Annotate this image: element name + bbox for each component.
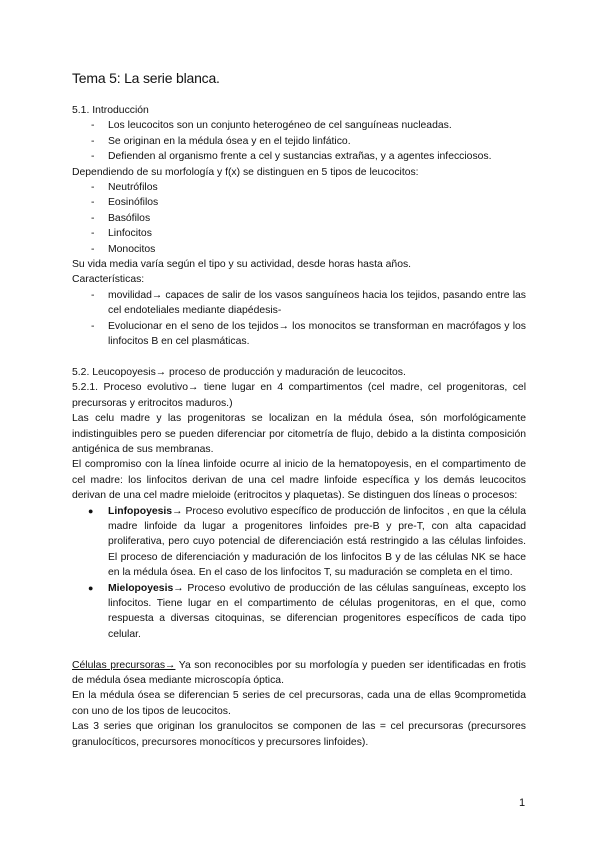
precursors-text: Ya son reconocibles por su morfología y pueden ser identificadas en frotis de médula ósea mediante microscopía óptica. (72, 659, 527, 686)
process-item-mielopoyesis (72, 581, 526, 643)
paragraph: Las celu madre y las progenitoras se localizan en la médula ósea, són morfológicamente indistinguibles pero se pueden diferenciar por citometría de flujo, debido a la distinta composición antigénica de sus membranas. (72, 413, 526, 455)
leukocyte-types-list (72, 180, 526, 257)
process-list (72, 504, 526, 643)
list-item: - movilidad→ capaces de salir de los vasos sanguíneos hacia los tejidos, pasando entre las cel endoteliales mediante diapédesis- (72, 288, 526, 319)
precursors-paragraph (72, 658, 526, 689)
page-title: Tema 5: La serie blanca. (72, 70, 220, 86)
process-term: Mielopoyesis (108, 582, 174, 594)
list-item: - Eosinófilos (72, 195, 526, 210)
page-number: 1 (519, 797, 526, 809)
process-item-linfopoyesis (72, 504, 526, 581)
lifespan-text: Su vida media varía según el tipo y su actividad, desde horas hasta años. (72, 259, 412, 271)
section-heading-leucopoyesis: 5.2. Leucopoyesis→ proceso de producción y maduración de leucocitos. (72, 366, 406, 378)
paragraph: El compromiso con la línea linfoide ocurre al inicio de la hematopoyesis, en el compartimento de cel madre: los linfocitos derivan de una cel madre linfoide específica y los demás leucocitos derivan de una cel madre mieloide (eritrocitos y plaquetas). Se distinguen dos líneas o procesos: (72, 459, 526, 502)
spacer (72, 350, 526, 365)
precursors-term: Células precursoras→ (72, 659, 176, 671)
subsection-heading: 5.2.1. Proceso evolutivo→ tiene lugar en 4 compartimentos (cel madre, cel progenitoras, cel precursoras y eritrocitos maduros.) (72, 382, 526, 409)
list-item: - Basófilos (72, 211, 526, 226)
paragraph: En la médula ósea se diferencian 5 series de cel precursoras, cada una de ellas 9comprometida con uno de los tipos de leucocitos. (72, 690, 526, 717)
process-text: → Proceso evolutivo de producción de las células sanguíneas, excepto los linfocitos. Tiene lugar en el compartimento de células progenitoras, en el que, como respuesta a diversas citoquinas, se diferencian progenitores específicos de cada tipo celular. (108, 582, 526, 640)
list-item: - Se originan en la médula ósea y en el tejido linfático. (72, 134, 526, 149)
document-body (72, 103, 526, 750)
list-item: - Evolucionar en el seno de los tejidos→ los monocitos se transforman en macrófagos y los linfocitos B en cel plasmáticas. (72, 319, 526, 350)
process-text: → Proceso evolutivo específico de producción de linfocitos , en que la célula madre linfoide da lugar a progenitores linfoides pre-B y pre-T, con alta capacidad proliferativa, pero cuyo potencial de diferenciación está restringido a las células linfoides. El proceso de diferenciación y maduración de los linfocitos B y de las células NK se hace en la médula ósea. En el caso de los linfocitos T, su maduración se completa en el timo. (108, 505, 526, 579)
process-term: Linfopoyesis (108, 505, 173, 517)
list-item: - Linfocitos (72, 226, 526, 241)
features-list (72, 288, 526, 350)
spacer (72, 642, 526, 657)
intro-bullet-list (72, 118, 526, 164)
features-label: Características: (72, 274, 145, 286)
list-item: - Neutrófilos (72, 180, 526, 195)
types-intro: Dependiendo de su morfología y f(x) se distinguen en 5 tipos de leucocitos: (72, 166, 419, 178)
list-item: - Defienden al organismo frente a cel y sustancias extrañas, y a agentes infecciosos. (72, 149, 526, 164)
list-item: - Los leucocitos son un conjunto heterogéneo de cel sanguíneas nucleadas. (72, 118, 526, 133)
list-item: - Monocitos (72, 242, 526, 257)
paragraph: Las 3 series que originan los granulocitos se componen de las = cel precursoras (precursores granulocíticos, precursores monocíticos y precursores linfoides). (72, 721, 526, 748)
section-heading-intro: 5.1. Introducción (72, 105, 149, 116)
